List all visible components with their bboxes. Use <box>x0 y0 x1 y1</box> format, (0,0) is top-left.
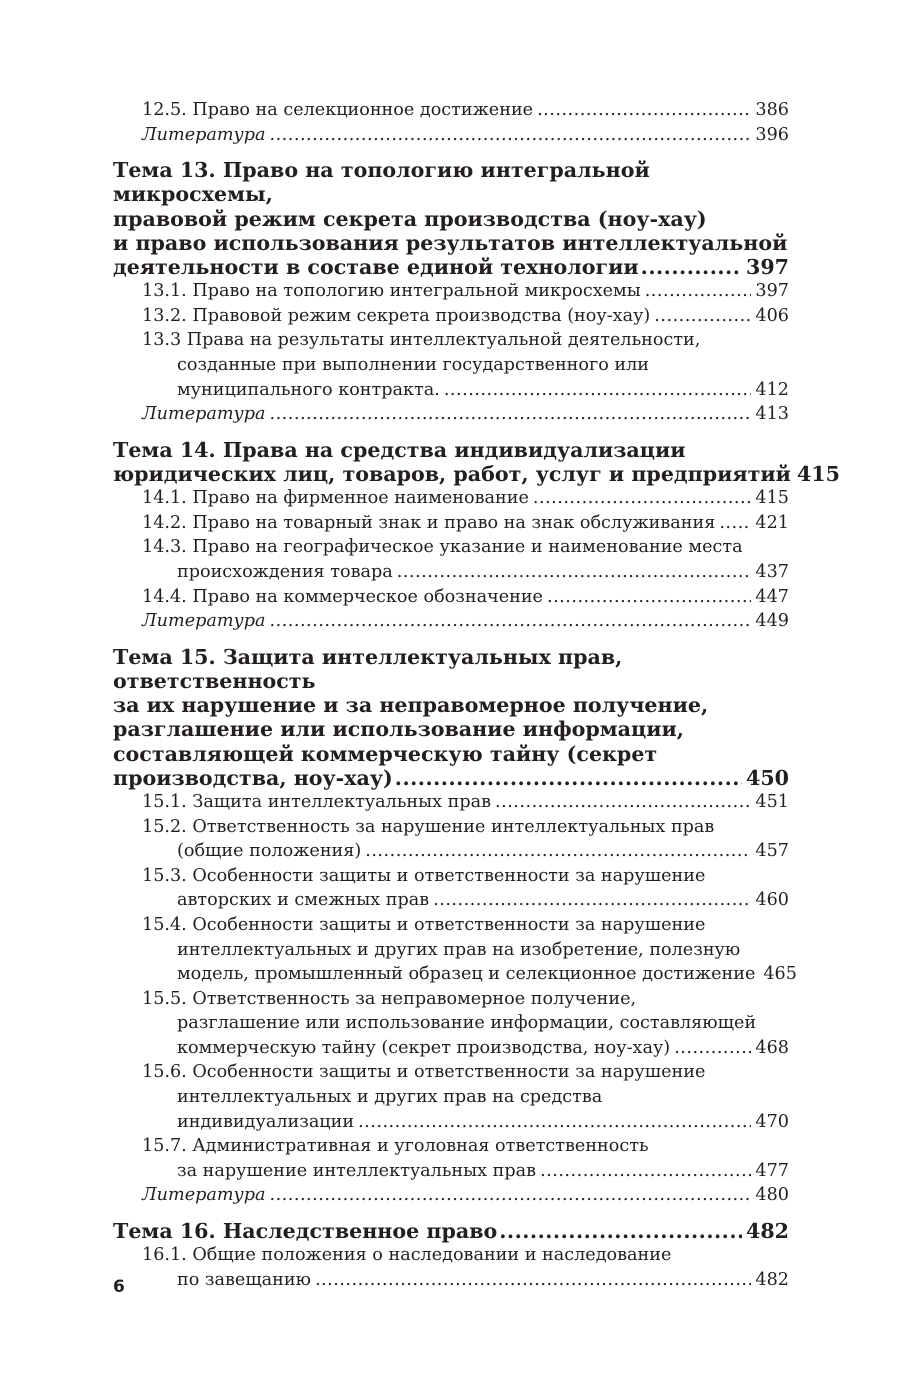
toc-entry-label: 14.1. Право на фирменное наименование <box>142 488 529 509</box>
toc-entry-15-3 <box>142 864 789 913</box>
toc-entry-label: 14.2. Право на товарный знак и право на знак обслуживания <box>142 512 716 533</box>
dot-leader <box>499 1219 742 1243</box>
toc-page-number: 421 <box>755 512 789 533</box>
dot-leader <box>719 511 751 536</box>
toc-entry-line: 16.1. Общие положения о наследовании и наследование <box>142 1245 672 1266</box>
dot-leader <box>645 279 752 304</box>
dot-leader <box>270 609 752 634</box>
toc-entry-label: Литература <box>142 611 266 632</box>
toc-entry-15-4 <box>142 913 797 987</box>
toc-entry-label: Литература <box>142 404 266 425</box>
toc-page-number: 480 <box>755 1185 789 1206</box>
toc-entry-line: за нарушение интеллектуальных прав <box>177 1160 537 1181</box>
page-number: 6 <box>113 1277 125 1297</box>
toc-page-number: 386 <box>755 100 789 120</box>
topic-title-line: правовой режим секрета производства (ноу-хау) <box>113 206 707 231</box>
dot-leader <box>358 1110 751 1135</box>
dot-leader <box>547 585 751 610</box>
toc-entry-line: 15.3. Особенности защиты и ответственности за нарушение <box>142 865 706 886</box>
toc-entry-label: 15.1. Защита интеллектуальных прав <box>142 791 492 812</box>
toc-entry-label: 13.1. Право на топологию интегральной микросхемы <box>142 281 641 302</box>
toc-page-number: 396 <box>755 124 789 145</box>
dot-leader <box>395 766 742 790</box>
toc-page-number: 412 <box>755 379 789 400</box>
toc-entry-line: муниципального контракта. <box>177 379 440 400</box>
toc-entry-15-1 <box>142 790 789 815</box>
toc-entry-line: коммерческую тайну (секрет производства, ноу-хау) <box>177 1037 671 1058</box>
toc-entry-15-5 <box>142 987 789 1061</box>
toc-entry-line: по завещанию <box>177 1269 311 1290</box>
dot-leader <box>641 255 742 279</box>
topic-title-line: деятельности в составе единой технологии <box>113 255 639 279</box>
toc-literature-13 <box>142 402 789 427</box>
toc-entry-line: 15.7. Административная и уголовная ответственность <box>142 1136 649 1157</box>
toc-page-number: 482 <box>746 1219 789 1244</box>
topic-title-line: производства, ноу-хау) <box>113 765 393 790</box>
toc-entry-14-3 <box>142 535 789 584</box>
toc-entry-line: интеллектуальных и других прав на изобретение, полезную <box>177 939 741 960</box>
toc-topic-15 <box>113 645 789 790</box>
toc-page-number: 468 <box>755 1037 789 1058</box>
toc-entry-line: модель, промышленный образец и селекционное достижение <box>177 964 756 985</box>
toc-literature-12 <box>142 123 789 148</box>
toc-entry-16-1 <box>142 1243 789 1292</box>
toc-entry-line: авторских и смежных прав <box>177 890 430 911</box>
toc-page-number: 447 <box>755 586 789 607</box>
toc-page-number: 460 <box>755 890 789 911</box>
dot-leader <box>270 123 752 148</box>
toc-entry-label: Литература <box>142 124 266 145</box>
toc-literature-14 <box>142 609 789 634</box>
toc-page-number: 449 <box>755 611 789 632</box>
topic-title-line: Тема 13. Право на топологию интегральной микросхемы, <box>113 158 650 207</box>
toc-page-number: 465 <box>763 964 797 985</box>
toc-entry-line: разглашение или использование информации, составляющей <box>177 1013 757 1034</box>
toc-page-number: 413 <box>755 404 789 425</box>
toc-topic-13 <box>113 158 789 279</box>
toc-entry-line: индивидуализации <box>177 1111 355 1132</box>
dot-leader <box>270 402 752 427</box>
toc-page-number: 470 <box>755 1111 789 1132</box>
toc-entry-line: 15.5. Ответственность за неправомерное получение, <box>142 988 637 1009</box>
toc-entry-15-6 <box>142 1060 789 1134</box>
toc-entry-line: интеллектуальных и других прав на средства <box>177 1087 603 1108</box>
dot-leader <box>365 839 751 864</box>
topic-title-line: за их нарушение и за неправомерное получение, <box>113 693 709 718</box>
topic-title-line: Тема 15. Защита интеллектуальных прав, ответственность <box>113 644 623 693</box>
toc-topic-14 <box>113 437 840 486</box>
dot-leader <box>495 790 751 815</box>
topic-title-line: Тема 14. Права на средства индивидуализации <box>113 437 686 462</box>
toc-entry-13-2 <box>142 304 789 329</box>
toc-entry-13-3 <box>142 328 789 402</box>
toc-entry-13-1 <box>142 279 789 304</box>
toc-entry-15-7 <box>142 1134 789 1183</box>
toc-page-number: 451 <box>755 791 789 812</box>
toc-entry-label: 14.4. Право на коммерческое обозначение <box>142 586 543 607</box>
dot-leader <box>444 378 752 403</box>
toc-entry-line: 15.2. Ответственность за нарушение интеллектуальных прав <box>142 816 715 837</box>
topic-title-line: разглашение или использование информации, <box>113 717 684 742</box>
topic-title-line: Тема 16. Наследственное право <box>113 1219 498 1244</box>
toc-entry-line: 14.3. Право на географическое указание и наименование места <box>142 537 743 558</box>
toc-page-number: 406 <box>755 305 789 326</box>
toc-page-number: 415 <box>755 488 789 509</box>
dot-leader <box>397 560 752 585</box>
dot-leader <box>540 1159 751 1184</box>
toc-page-number: 437 <box>755 561 789 582</box>
toc-page-number: 450 <box>746 765 789 790</box>
toc-entry-label: 13.2. Правовой режим секрета производства (ноу-хау) <box>142 305 651 326</box>
topic-title-line: составляющей коммерческую тайну (секрет <box>113 741 658 766</box>
toc-page-number: 457 <box>755 841 789 862</box>
toc-literature-15 <box>142 1183 789 1208</box>
dot-leader <box>315 1268 751 1293</box>
toc-page-number: 397 <box>746 255 789 279</box>
toc-entry-line: 15.4. Особенности защиты и ответственности за нарушение <box>142 914 706 935</box>
toc-entry-14-1 <box>142 486 789 511</box>
dot-leader <box>270 1183 752 1208</box>
dot-leader <box>654 304 751 329</box>
topic-title-line: юридических лиц, товаров, работ, услуг и предприятий <box>113 461 791 486</box>
toc-page-number: 482 <box>755 1269 789 1290</box>
toc-entry-line: (общие положения) <box>177 841 362 862</box>
toc-entry-line: созданные при выполнении государственного или <box>177 354 650 375</box>
toc-entry-label: Литература <box>142 1185 266 1206</box>
toc-entry-line: происхождения товара <box>177 561 393 582</box>
dot-leader <box>533 486 752 511</box>
toc-entry-15-2 <box>142 815 789 864</box>
topic-title-line: и право использования результатов интеллектуальной <box>113 230 788 255</box>
toc-entry-12-5 <box>142 98 789 123</box>
dot-leader <box>433 888 751 913</box>
toc-page-number: 397 <box>755 281 789 302</box>
toc-entry-14-2 <box>142 511 789 536</box>
toc-page-number: 477 <box>755 1160 789 1181</box>
toc-page-number: 415 <box>796 461 840 486</box>
toc-entry-line: 15.6. Особенности защиты и ответственности за нарушение <box>142 1062 706 1083</box>
table-of-contents <box>113 98 840 1292</box>
toc-entry-line: 13.3 Права на результаты интеллектуальной деятельности, <box>142 330 701 351</box>
toc-entry-14-4 <box>142 585 789 610</box>
toc-entry-label: 12.5. Право на селекционное достижение <box>142 100 534 120</box>
toc-topic-16 <box>113 1219 789 1243</box>
dot-leader <box>537 98 751 123</box>
dot-leader <box>674 1036 751 1061</box>
